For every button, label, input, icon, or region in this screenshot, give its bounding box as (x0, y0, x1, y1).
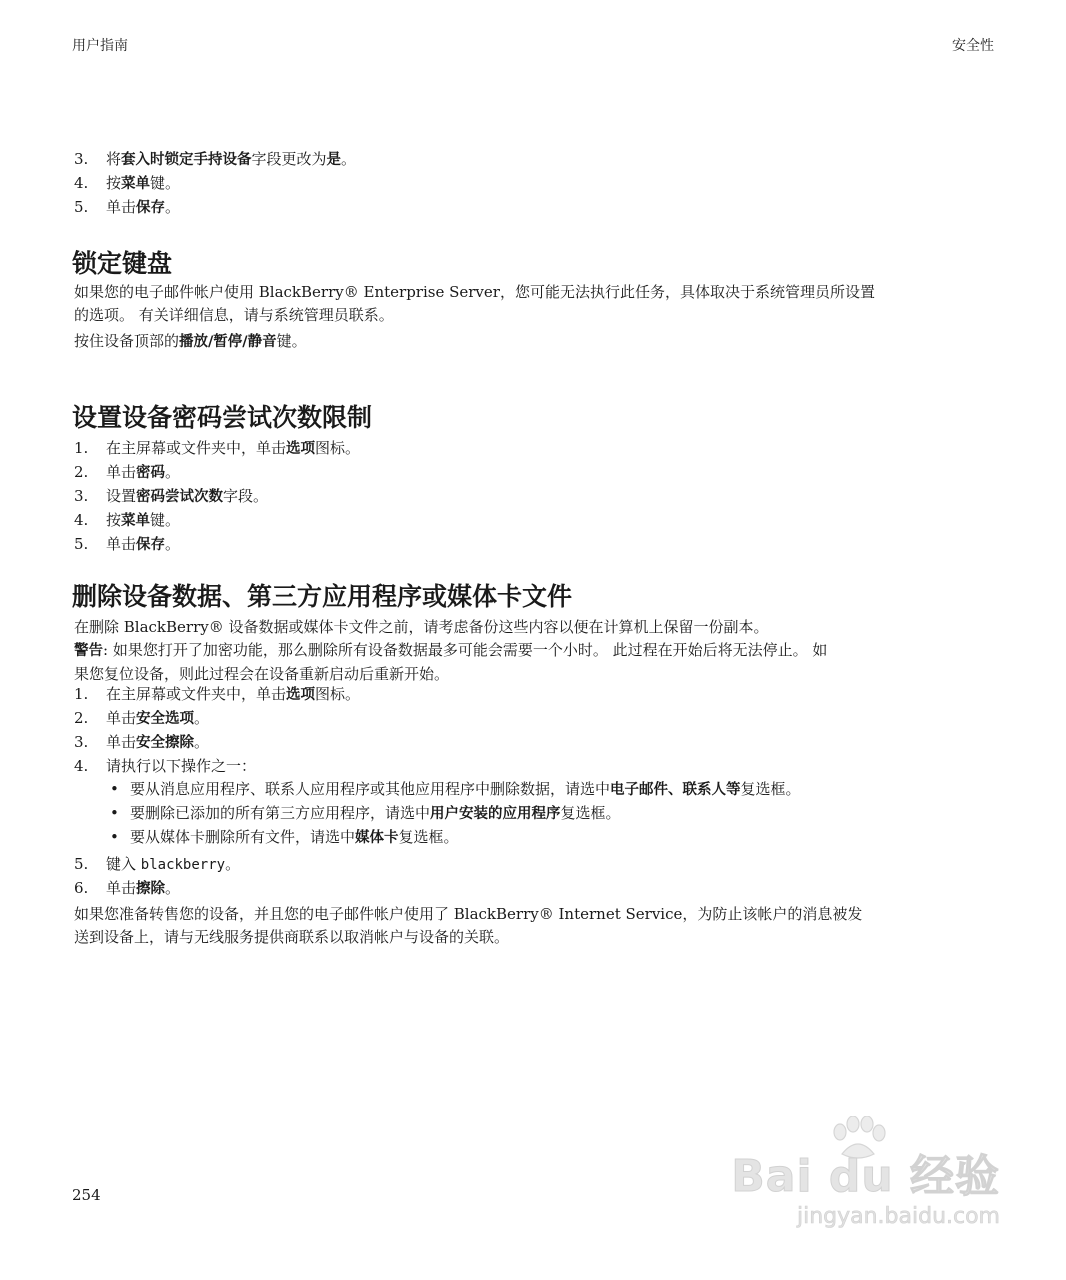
list-item: 1. 在主屏幕或文件夹中，单击选项图标。 (74, 439, 361, 457)
section-heading-password-attempts: 设置设备密码尝试次数限制 (72, 403, 373, 432)
bullet-item: • 要从消息应用程序、联系人应用程序或其他应用程序中删除数据，请选中电子邮件、联系人等复选框。 (110, 780, 801, 798)
page-number: 254 (72, 1186, 101, 1204)
list-item: 2. 单击安全选项。 (74, 709, 210, 727)
bullet-item: • 要从媒体卡删除所有文件，请选中媒体卡复选框。 (110, 828, 459, 846)
list-item: 4. 请执行以下操作之一： (74, 757, 257, 775)
section1-instruction: 按住设备顶部的播放/暂停/静音键。 (74, 332, 307, 350)
section1-note: 如果您的电子邮件帐户使用 BlackBerry® Enterprise Server，您可能无法执行此任务，具体取决于系统管理员所设置 的选项。 有关详细信息，请与系统管理员联系。 (74, 283, 875, 324)
list-item: 3. 将套入时锁定手持设备字段更改为是。 (74, 150, 357, 168)
list-item: 3. 单击安全擦除。 (74, 733, 210, 751)
baidu-watermark (731, 1118, 1000, 1248)
list-item: 5. 单击保存。 (74, 535, 181, 553)
section-heading-lock-keyboard: 锁定键盘 (72, 249, 173, 278)
section3-steps (74, 683, 1004, 901)
section2-steps (74, 437, 1004, 557)
bullet-item: • 要删除已添加的所有第三方应用程序，请选中用户安装的应用程序复选框。 (110, 804, 621, 822)
list-item: 5. 单击保存。 (74, 198, 181, 216)
list-item: 1. 在主屏幕或文件夹中，单击选项图标。 (74, 685, 361, 703)
list-item: 6. 单击擦除。 (74, 879, 181, 897)
header-doc-title: 用户指南 (72, 38, 128, 54)
section-heading-delete-data: 删除设备数据、第三方应用程序或媒体卡文件 (72, 582, 573, 611)
watermark-url: jingyan.baidu.com (796, 1204, 1000, 1229)
list-item: 4. 按菜单键。 (74, 174, 181, 192)
section3-closing: 如果您准备转售您的设备，并且您的电子邮件帐户使用了 BlackBerry® Internet Service，为防止该帐户的消息被发 送到设备上，请与无线服务提供商联系以取消帐户与设备的关联。 (74, 905, 863, 946)
watermark-logo: Bai du 经验 (731, 1151, 1000, 1202)
top-steps-list (74, 148, 1004, 220)
header-section-title: 安全性 (952, 38, 994, 54)
list-item: 2. 单击密码。 (74, 463, 181, 481)
list-item: 5. 键入 blackberry。 (74, 855, 241, 873)
warning-note: 警告: 如果您打开了加密功能，那么删除所有设备数据最多可能会需要一个小时。 此过程在开始后将无法停止。 如 (74, 641, 828, 659)
section3-intro: 在删除 BlackBerry® 设备数据或媒体卡文件之前，请考虑备份这些内容以便在计算机上保留一份副本。 警告: 如果您打开了加密功能，那么删除所有设备数据最多可能会需要一个小时。 此过程在开始后将无法停止。 如 果您复位设备，则此过程会在设备重新启动后重新开始。 (74, 616, 1004, 686)
list-item: 4. 按菜单键。 (74, 511, 181, 529)
list-item: 3. 设置密码尝试次数字段。 (74, 487, 269, 505)
